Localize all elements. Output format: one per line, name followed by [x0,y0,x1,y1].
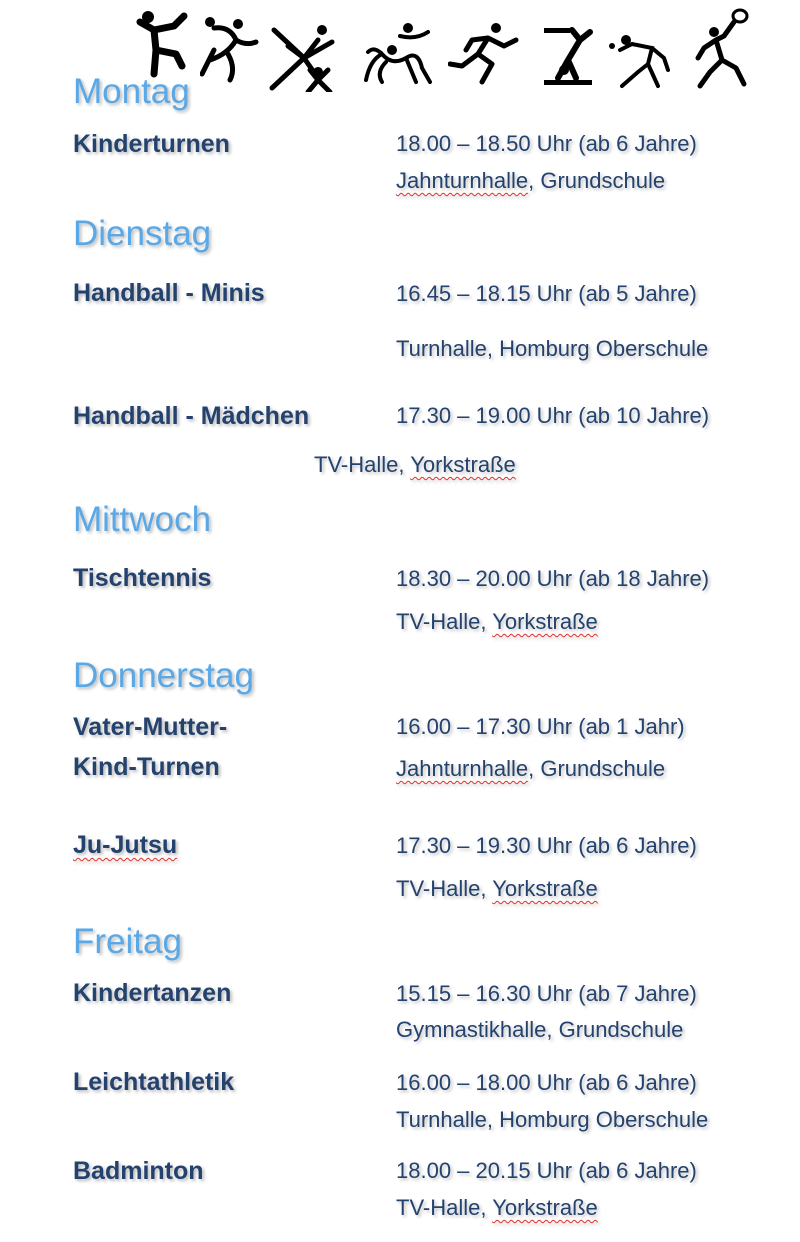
course-location-kinderturnen [396,168,665,194]
course-time-jujutsu: 17.30 – 19.30 Uhr (ab 6 Jahre) [396,833,697,858]
course-location-badminton [396,1195,598,1221]
day-heading-donnerstag: Donnerstag [73,656,254,695]
location-street: Yorkstraße [492,876,598,901]
course-name-badminton: Badminton [73,1157,204,1185]
location-street: Yorkstraße [492,609,598,634]
martial-arts-kick-icon [130,8,188,78]
parent-child-gymnastics-icon [268,20,338,92]
day-heading-montag: Montag [73,72,190,111]
course-location-jujutsu [396,876,598,902]
location-street: Yorkstraße [492,1195,598,1220]
sport-pictograms [128,6,758,92]
course-time-handball-minis: 16.45 – 18.15 Uhr (ab 5 Jahre) [396,281,697,306]
location-prefix: TV-Halle, [314,452,411,477]
location-hall: Jahnturnhalle [396,756,529,781]
course-time-kinderturnen: 18.00 – 18.50 Uhr (ab 6 Jahre) [396,131,697,156]
location-prefix: TV-Halle, [396,876,493,901]
course-time-tischtennis: 18.30 – 20.00 Uhr (ab 18 Jahre) [396,566,710,591]
course-time-badminton: 18.00 – 20.15 Uhr (ab 6 Jahre) [396,1158,697,1183]
location-place: , Grundschule [528,756,666,781]
course-name-leichtathletik: Leichtathletik [73,1068,235,1096]
course-location-handball-minis: Turnhalle, Homburg Oberschule [396,336,709,361]
course-name-vater-mutter-line1: Vater-Mutter- [73,713,228,741]
gymnastics-handstand-icon [542,26,598,86]
course-name-vater-mutter-line2: Kind-Turnen [73,753,220,781]
day-heading-dienstag: Dienstag [73,214,212,253]
course-location-leichtathletik: Turnhalle, Homburg Oberschule [396,1107,709,1132]
course-name-kinderturnen: Kinderturnen [73,130,230,158]
course-location-tischtennis [396,609,598,635]
table-tennis-player-icon [608,28,672,90]
location-hall: Jahnturnhalle [396,168,529,193]
course-location-kindertanzen: Gymnastikhalle, Grundschule [396,1017,684,1042]
course-name-jujutsu [73,825,177,865]
course-name-kindertanzen: Kindertanzen [73,979,232,1007]
course-time-kindertanzen: 15.15 – 16.30 Uhr (ab 7 Jahre) [396,981,697,1006]
location-street: Yorkstraße [410,452,516,477]
course-time-handball-maedchen: 17.30 – 19.00 Uhr (ab 10 Jahre) [396,403,710,428]
runner-icon [448,20,520,86]
handball-player-icon [200,14,262,84]
course-time-leichtathletik: 16.00 – 18.00 Uhr (ab 6 Jahre) [396,1070,697,1095]
location-prefix: TV-Halle, [396,609,493,634]
judo-throw-icon [362,20,434,86]
course-name-tischtennis: Tischtennis [73,564,212,592]
course-time-vater-mutter: 16.00 – 17.30 Uhr (ab 1 Jahr) [396,714,685,739]
course-name-jujutsu-text: Ju-Jutsu [73,831,178,859]
course-name-handball-maedchen: Handball - Mädchen [73,402,310,430]
badminton-player-icon [694,6,756,90]
course-location-handball-maedchen [314,452,516,478]
location-prefix: TV-Halle, [396,1195,493,1220]
location-place: , Grundschule [528,168,666,193]
course-location-vater-mutter [396,756,665,782]
day-heading-freitag: Freitag [73,922,182,961]
day-heading-mittwoch: Mittwoch [73,500,212,539]
course-name-handball-minis: Handball - Minis [73,279,265,307]
